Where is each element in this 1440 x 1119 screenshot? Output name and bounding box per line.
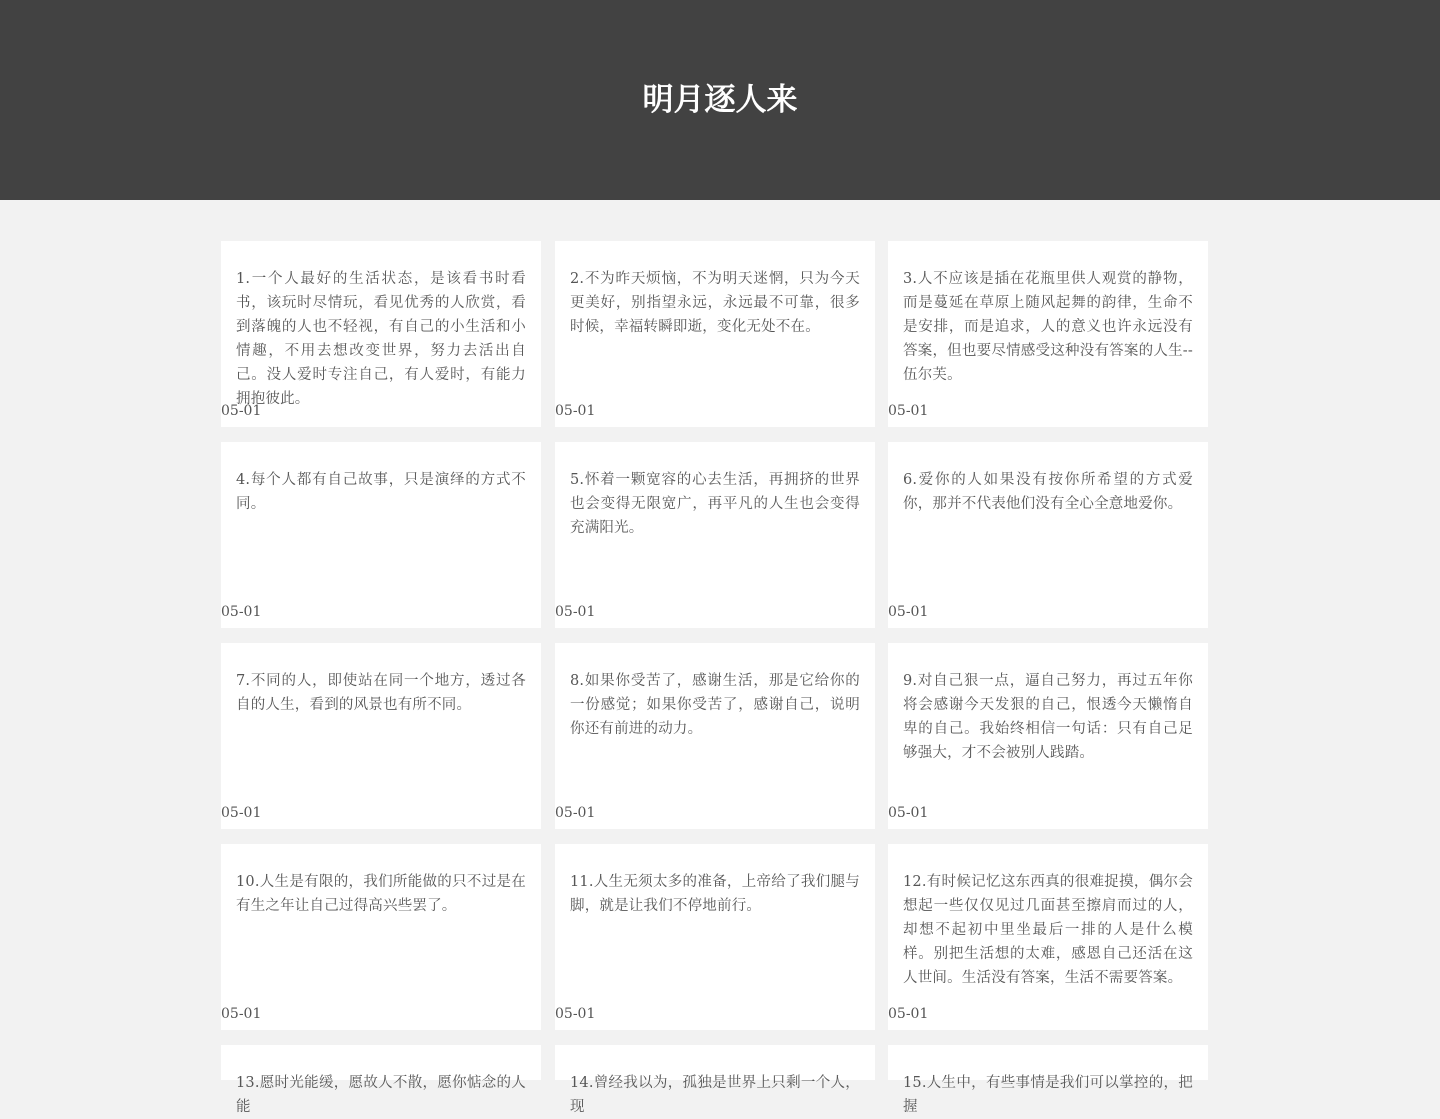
post-date: 05-01	[888, 805, 929, 821]
post-card[interactable]	[888, 643, 1208, 829]
post-text: 2.不为昨天烦恼，不为明天迷惘，只为今天更美好，别指望永远，永远最不可靠，很多时候，幸福转瞬即逝，变化无处不在。	[570, 271, 860, 335]
post-card[interactable]	[888, 442, 1208, 628]
post-card[interactable]	[221, 643, 541, 829]
post-text: 12.有时候记忆这东西真的很难捉摸，偶尔会想起一些仅仅见过几面甚至擦肩而过的人，却想不起初中里坐最后一排的人是什么模样。别把生活想的太难，感恩自己还活在这人世间。生活没有答案，生活不需要答案。	[903, 874, 1193, 986]
post-card[interactable]	[221, 1045, 541, 1115]
post-date: 05-01	[221, 805, 262, 821]
post-date: 05-01	[221, 403, 262, 419]
post-text: 4.每个人都有自己故事，只是演绎的方式不同。	[236, 472, 526, 512]
site-title[interactable]: 明月逐人来	[642, 82, 798, 118]
post-date: 05-01	[888, 403, 929, 419]
post-text: 8.如果你受苦了，感谢生活，那是它给你的一份感觉；如果你受苦了，感谢自己，说明你还有前进的动力。	[570, 673, 860, 737]
post-text: 6.爱你的人如果没有按你所希望的方式爱你，那并不代表他们没有全心全意地爱你。	[903, 472, 1193, 512]
post-card[interactable]	[888, 844, 1208, 1030]
post-card[interactable]	[555, 442, 875, 628]
post-date: 05-01	[555, 403, 596, 419]
post-date: 05-01	[888, 1006, 929, 1022]
post-text: 15.人生中，有些事情是我们可以掌控的，把握	[903, 1075, 1193, 1115]
post-text: 5.怀着一颗宽容的心去生活，再拥挤的世界也会变得无限宽广，再平凡的人生也会变得充满阳光。	[570, 472, 860, 536]
post-card[interactable]	[555, 241, 875, 427]
post-card[interactable]	[555, 844, 875, 1030]
site-header	[0, 0, 1440, 200]
post-text: 14.曾经我以为，孤独是世界上只剩一个人，现	[570, 1075, 860, 1115]
post-card[interactable]	[555, 1045, 875, 1115]
post-card[interactable]	[888, 1045, 1208, 1115]
post-date: 05-01	[555, 805, 596, 821]
post-card[interactable]	[221, 442, 541, 628]
post-text: 7.不同的人，即使站在同一个地方，透过各自的人生，看到的风景也有所不同。	[236, 673, 526, 713]
post-text: 13.愿时光能缓，愿故人不散，愿你惦念的人能	[236, 1075, 526, 1115]
post-date: 05-01	[888, 604, 929, 620]
post-text: 10.人生是有限的，我们所能做的只不过是在有生之年让自己过得高兴些罢了。	[236, 874, 526, 914]
post-card[interactable]	[888, 241, 1208, 427]
post-date: 05-01	[221, 604, 262, 620]
post-date: 05-01	[555, 604, 596, 620]
post-card[interactable]	[221, 844, 541, 1030]
post-date: 05-01	[221, 1006, 262, 1022]
post-card[interactable]	[221, 241, 541, 427]
post-text: 3.人不应该是插在花瓶里供人观赏的静物，而是蔓延在草原上随风起舞的韵律，生命不是安排，而是追求，人的意义也许永远没有答案，但也要尽情感受这种没有答案的人生--伍尔芙。	[903, 271, 1193, 383]
post-text: 11.人生无须太多的准备，上帝给了我们腿与脚，就是让我们不停地前行。	[570, 874, 860, 914]
post-date: 05-01	[555, 1006, 596, 1022]
post-card[interactable]	[555, 643, 875, 829]
post-text: 9.对自己狠一点，逼自己努力，再过五年你将会感谢今天发狠的自己，恨透今天懒惰自卑的自己。我始终相信一句话：只有自己足够强大，才不会被别人践踏。	[903, 673, 1193, 761]
post-text: 1.一个人最好的生活状态，是该看书时看书，该玩时尽情玩，看见优秀的人欣赏，看到落魄的人也不轻视，有自己的小生活和小情趣，不用去想改变世界，努力去活出自己。没人爱时专注自己，有人爱时，有能力拥抱彼此。	[236, 271, 526, 407]
